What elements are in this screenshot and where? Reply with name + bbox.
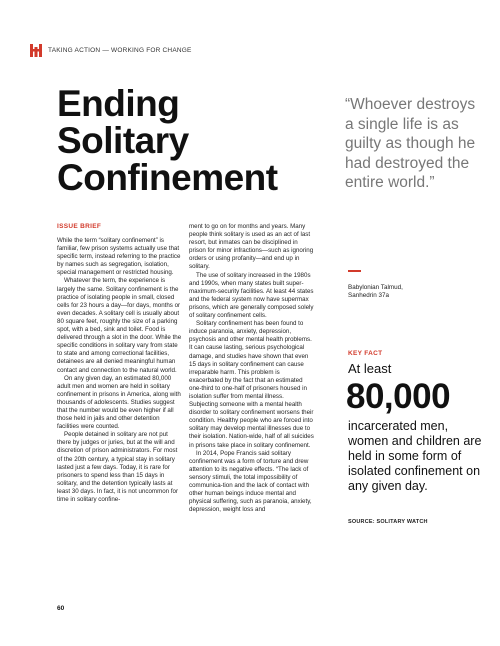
paragraph: In 2014, Pope Francis said solitary confinement was a form of torture and drew attention to its negative effects. “The lack of sensory stimuli, the total impossibility of communica-tion and the lack of contact with other human beings induce mental and physical suffering, such as paranoia, anxiety, depression, weight loss and — [189, 449, 312, 514]
attribution-line: Sanhedrin 37a — [348, 292, 389, 300]
key-fact-label: KEY FACT — [348, 350, 383, 357]
issue-brief-label: ISSUE BRIEF — [57, 223, 102, 230]
quote-attribution — [348, 284, 478, 300]
key-fact-source: SOURCE: SOLITARY WATCH — [348, 519, 428, 525]
paragraph: On any given day, an estimated 80,000 adult men and women are held in solitary confinement in prisons in America, along with thousands of adolescents. Studies suggest that the number would be even higher if all those held in jails and other detention facilities were counted. — [57, 374, 181, 431]
attribution-line: Babylonian Talmud, — [348, 284, 403, 291]
paragraph: Solitary confinement has been found to induce paranoia, anxiety, depression, psychosis and other mental health problems. It can cause lasting, serious psychological damage, and studies have shown that even 15 days in solitary confinement can cause irreparable harm. This problem is exacerbated by the fact that an estimated one-third to one-half of prisoners housed in isolation suffer from mental illness. Subjecting someone with a mental health disorder to solitary confinement worsens their condition. Healthy people who are forced into solitary may develop mental illnesses due to their isolation. Nation-wide, half of all suicides in prisons take place in solitary confinement. — [189, 320, 314, 449]
title-line: Confinement — [57, 157, 278, 198]
quote-divider — [348, 270, 361, 272]
paragraph: ment to go on for months and years. Many people think solitary is used as an act of last resort, but inmates can be disciplined in prison for minor infractions—such as ignoring orders or using profanity—and end up in solitary. — [189, 223, 314, 271]
title-line: Ending — [57, 83, 180, 124]
page-number: 60 — [57, 605, 65, 612]
key-fact-number: 80,000 — [346, 377, 451, 416]
key-fact-text: incarcerated men, women and children are held in some form of isolated confinement on any given day. — [348, 419, 482, 493]
section-header: TAKING ACTION — WORKING FOR CHANGE — [48, 47, 192, 54]
body-column-1 — [57, 237, 182, 504]
paragraph: People detained in solitary are not put there by judges or juries, but at the will and discretion of prison administrators. For most of the 20th century, a typical stay in solitary lasted just a few days. Today, it is rare for prisoners to spend less than 15 days in solitary, and the detention typically lasts at least 30 days. In fact, it is not uncommon for time in solitary confine- — [57, 431, 179, 503]
paragraph: The use of solitary increased in the 1980s and 1990s, when many states built super-maximum-security facilities. At least 44 states and the federal system now have supermax prisons, which are generally composed solely of solitary confinement cells. — [189, 271, 314, 320]
body-column-2 — [189, 223, 314, 514]
section-logo-icon — [30, 44, 42, 57]
title-line: Solitary — [57, 120, 189, 161]
paragraph: While the term “solitary confinement” is familiar, few prison systems actually use that specific term, instead referring to the practice by names such as segregation, isolation, special management or restricted housing. — [57, 237, 181, 277]
paragraph: Whatever the term, the experience is largely the same. Solitary confinement is the practice of isolating people in small, closed cells for 23 hours a day—for days, months or even decades. A solitary cell is usually about 80 square feet, roughly the size of a parking spot, with a bed, sink and toilet. Food is delivered through a slot in the door. While the specific conditions in solitary vary from state to state and among correctional facilities, detainees are all denied meaningful human contact and connection to the natural world. — [57, 277, 182, 374]
pull-quote: “Whoever destroys a single life is as guilty as though he had destroyed the entire world.” — [345, 96, 476, 191]
page-title — [57, 85, 317, 196]
key-fact-intro: At least — [348, 361, 392, 376]
